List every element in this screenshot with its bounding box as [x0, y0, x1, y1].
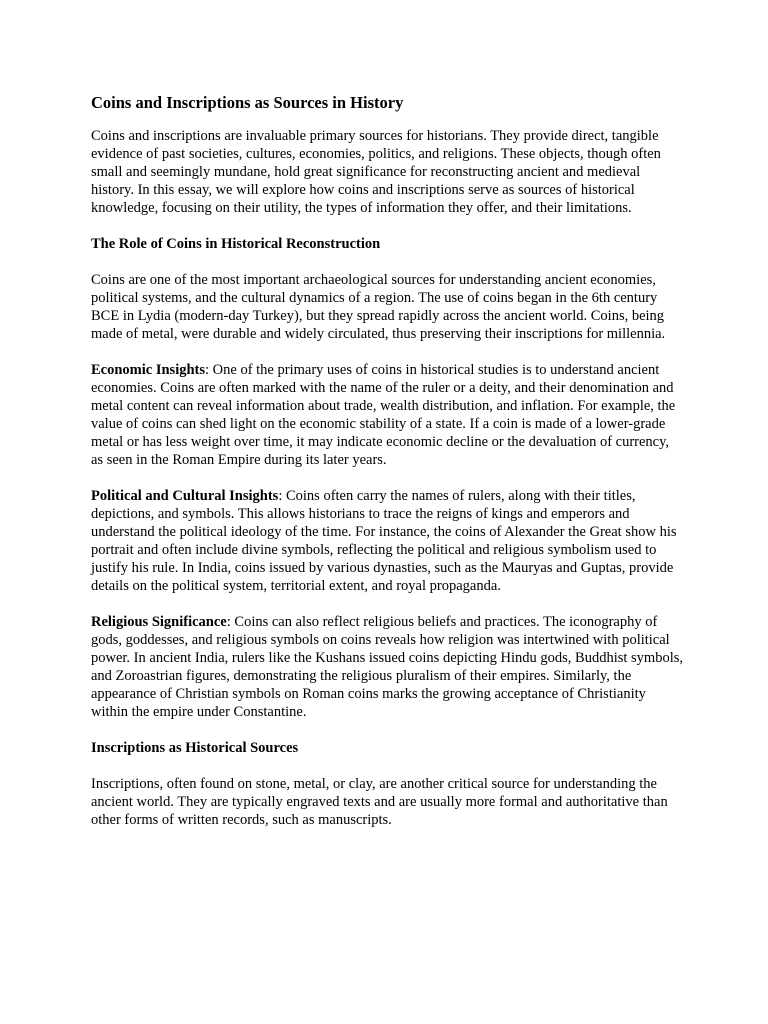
economic-insights-paragraph: [91, 361, 683, 469]
economic-insights-text: : One of the primary uses of coins in historical studies is to understand ancient economies. Coins are often marked with the name of the ruler or a deity, and their denomination and metal content can reveal information about trade, wealth distribution, and inflation. For example, the value of coins can shed light on the economic stability of a state. If a coin is made of a lower-grade metal or has less weight over time, it may indicate economic decline or the devaluation of currency, as seen in the Roman Empire during its later years.: [91, 362, 676, 468]
religious-significance-paragraph: [91, 613, 683, 721]
document-page: [91, 93, 683, 847]
coins-overview-paragraph: Coins are one of the most important archaeological sources for understanding ancient economies, political systems, and the cultural dynamics of a region. The use of coins began in the 6th century BCE in Lydia (modern-day Turkey), but they spread rapidly across the ancient world. Coins, being made of metal, were durable and widely circulated, thus preserving their inscriptions for millennia.: [91, 272, 666, 342]
political-insights-lead: Political and Cultural Insights: [91, 488, 279, 504]
religious-significance-lead: Religious Significance: [91, 614, 227, 630]
political-insights-text: : Coins often carry the names of rulers, along with their titles, depictions, and symbols. This allows historians to trace the reigns of kings and emperors and understand the political ideology of the time. For instance, the coins of Alexander the Great show his portrait and often include divine symbols, reflecting the political and religious symbolism used to justify his rule. In India, coins issued by various dynasties, such as the Mauryas and Guptas, provide details on the political system, territorial extent, and royal propaganda.: [91, 488, 677, 594]
document-title: Coins and Inscriptions as Sources in History: [91, 93, 404, 112]
inscriptions-overview-paragraph: Inscriptions, often found on stone, metal, or clay, are another critical source for understanding the ancient world. They are typically engraved texts and are usually more formal and authoritative than other forms of written records, such as manuscripts.: [91, 776, 668, 828]
political-insights-paragraph: [91, 487, 683, 595]
section-heading-coins: The Role of Coins in Historical Reconstruction: [91, 236, 381, 252]
intro-paragraph: Coins and inscriptions are invaluable primary sources for historians. They provide direct, tangible evidence of past societies, cultures, economies, politics, and religions. These objects, though often small and seemingly mundane, hold great significance for reconstructing ancient and medieval history. In this essay, we will explore how coins and inscriptions serve as sources of historical knowledge, focusing on their utility, the types of information they offer, and their limitations.: [91, 128, 661, 216]
section-heading-inscriptions: Inscriptions as Historical Sources: [91, 740, 299, 756]
economic-insights-lead: Economic Insights: [91, 362, 206, 378]
religious-significance-text: : Coins can also reflect religious beliefs and practices. The iconography of gods, goddesses, and religious symbols on coins reveals how religion was intertwined with political power. In ancient India, rulers like the Kushans issued coins depicting Hindu gods, Buddhist symbols, and Zoroastrian figures, demonstrating the religious pluralism of their empires. Similarly, the appearance of Christian symbols on Roman coins marks the growing acceptance of Christianity within the empire under Constantine.: [91, 614, 684, 720]
